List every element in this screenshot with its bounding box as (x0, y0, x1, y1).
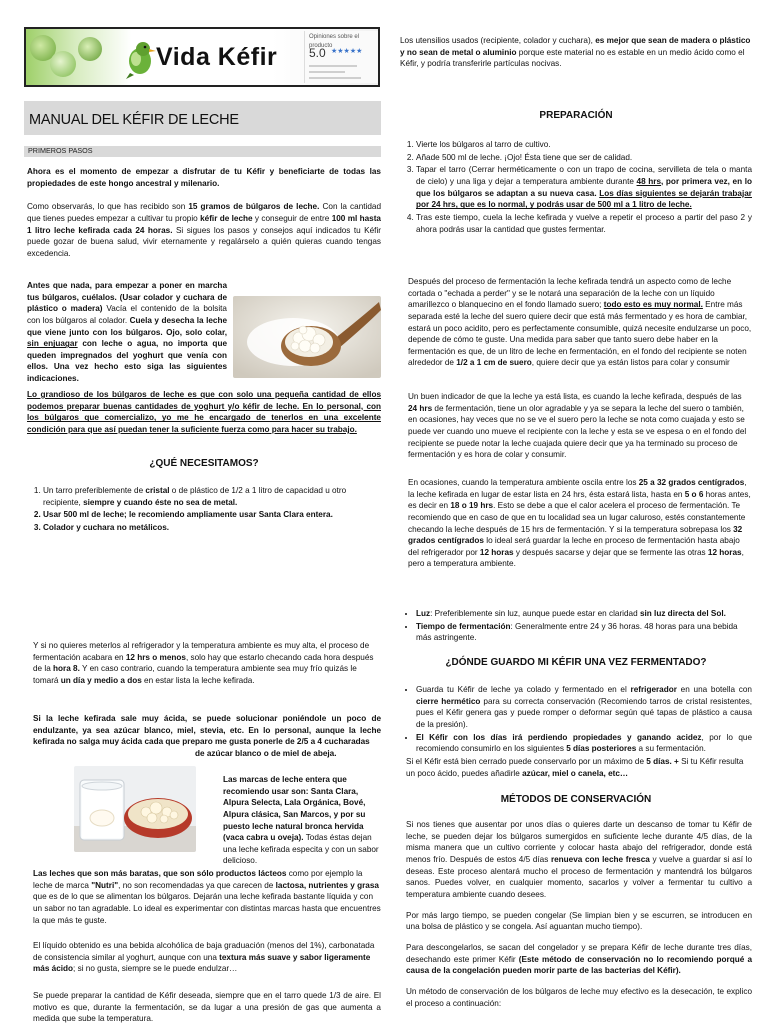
storage-section (400, 656, 752, 779)
need-list (27, 485, 381, 534)
grandioso-paragraph (27, 389, 381, 436)
preparation-steps (400, 139, 752, 235)
need-heading: ¿QUÉ NECESITAMOS? (149, 458, 259, 469)
rating-widget (304, 31, 379, 83)
acidity-text-tail: de azúcar blanco o de miel de abeja. (195, 748, 337, 758)
list-item: 4. Tras este tiempo, cuela la leche kefirada y vuelve a repetir el proceso a partir del paso 2 y ahora podrás usar la cantidad que gustes fermentar. (416, 212, 752, 235)
list-item: 3. Tapar el tarro (Cerrar herméticamente o con un trapo de cocina, servilleta de tela o manta de cielo) y una liga y dejar a temperatura ambiente durante 48 hrs, por primera vez, en lo que los búlgaros se adaptan a su nueva casa. Los días siguientes se dejarán trabajar por 24 hrs, que es lo normal, y podrás usar de 500 ml a 1 litro de leche. (416, 164, 752, 211)
storage-note: Si el Kéfir está bien cerrado puede conservarlo por un máximo de 5 días. + Si tu Kéfir resulta un poco ácido, puedes añadirle azúcar, miel o canela, etc… (406, 757, 744, 778)
bird-icon (122, 37, 158, 79)
kefir-grains-spoon-photo (233, 296, 381, 378)
conservation-p3: Para descongelarlos, se sacan del congelador y se prepara Kéfir de leche durante tres días, desechando este primer Kéfir (Este método de conservación no lo recomiendo porqué a causa de la congelación pueden morir parte de las bacterias del Kéfir). (406, 942, 752, 976)
list-item: 2. Usar 500 ml de leche; le recomiendo ampliamente usar Santa Clara entera. (43, 509, 381, 521)
kefir-glass-bowl-photo (74, 766, 196, 852)
title-bar (24, 101, 381, 135)
left-bottom-p4: El líquido obtenido es una bebida alcohólica de baja graduación (menos del 1%), carbonatada de consistencia similar al yoghurt, aunque con una textura más suave y sabor ligeramente más ácido; si no gusta, siempre se le puede endulzar… (33, 941, 375, 974)
list-item: • Guarda tu Kéfir de leche ya colado y fermentado en el refrigerador en una botella con cierre hermético para su correcta conservación (Recomiendo tarros de cristal resistentes, pues el Kéfir genera gas y puede romper o deformar según qué tapas de plástico a causa de la presión). (416, 684, 752, 731)
preparation-heading: PREPARACIÓN (539, 110, 613, 121)
storage-list (400, 684, 752, 755)
kefir-logo-badge (78, 37, 102, 61)
received-paragraph: Como observarás, lo que has recibido son 15 gramos de búlgaros de leche. Con la cantidad que tienes puedes empezar a cultivar tu propio kéfir de leche y conseguir de entre 100 ml hasta 1 litro leche kefirada cada 24 horas. Si sigues los pasos y consejos aquí indicados tu Kéfir puede gozar de buena salud, vivir eternamente y regalárselo a quién quieras cuando tengas excedencia. (27, 202, 382, 258)
conditions-list-block (400, 608, 752, 645)
conservation-heading: MÉTODOS DE CONSERVACIÓN (500, 794, 652, 805)
rating-bar (309, 71, 345, 73)
conservation-p1: Si nos tienes que ausentar por unos días o quieres darte un descanso de tomar tu Kéfir de leche, se pueden dejar los búlgaros sumergidos en suficiente leche durante 4/5 días, de la misma manera que un cultivo corriente y colocar hasta abajo del refrigerador, donde está menos frío. Después de estos 4/5 días renueva con leche fresca y vuelve a guardar si así lo deseas. Este proceso alentará mucho el proceso de fermentación y mantendrá los búlgaros sanos. Puedes volver, en cualquier momento, sacarlos y volver a fermentar tu cultivo a temperatura ambiente cuando desees. (406, 820, 753, 900)
preparation-section (400, 109, 752, 236)
kefir-logo-badge (50, 51, 76, 77)
strain-paragraph: Antes que nada, para empezar a poner en marcha tus búlgaros, cuélalos. (Usar colador y cuchara de plástico o madera) Vacía el contenido de la bolsita con los búlgaros al colador. Cuela y desecha la leche que viene junto con los búlgaros. Ojo, solo colar, sin enjuagar con leche o agua, no importa que queden impregnados del yoghurt que venía con ellos. Una vez hecho esto siga las siguientes indicaciones. (27, 281, 228, 384)
list-item: 1. Vierte los búlgaros al tarro de cultivo. (416, 139, 752, 151)
list-item: • El Kéfir con los días irá perdiendo propiedades y ganando acidez, por lo que recomiendo consumirlo en los siguientes 5 días posteriores a su fermentación. (416, 732, 752, 755)
indicator-paragraph: Un buen indicador de que la leche ya está lista, es cuando la leche kefirada, después de las 24 hrs de fermentación, tiene un olor agradable y ya se separa la leche del suero o también, en ocasiones, hay veces que no se ve el suero pero la leche se nota como cuajada y esto se puede ver cuando uno mueve el recipiente con la leche y esta se ve espesa o en el fondo del recipiente se puede notar la leche cuajada quiere decir que ya ha terminado su proceso de fermentación y es hora de colar y consumir. (408, 392, 747, 460)
rating-caption: Opiniones sobre el producto (309, 34, 360, 49)
grandioso-text: Lo grandioso de los búlgaros de leche es que con solo una pequeña cantidad de ellos podemos preparar buenas cantidades de yoghurt y/o kéfir de leche. En lo personal, con los búlgaros que comercializo, yo me he encargado de tenerlos en una excelente condición para que así puedan tener la suficiente fuerza como para hacer su trabajo. (27, 390, 381, 434)
strain-paragraph-block (27, 280, 381, 385)
left-bottom-p5 (33, 990, 381, 1025)
recommended-brands: Las marcas de leche entera que recomiendo usar son: Santa Clara, Alpura Selecta, Lala Orgánica, Bové, Alpura clásica, San Marcos, y por su puesto leche natural bronca hervida (vaca cabra u oveja). Todas éstas dejan una leche kefirada especita y con un sabor delicioso. (223, 775, 379, 866)
list-item: • Luz: Preferiblemente sin luz, aunque puede estar en claridad sin luz directa del Sol. (416, 608, 752, 620)
temperature-paragraph: En ocasiones, cuando la temperatura ambiente oscila entre los 25 a 32 grados centígrados, la leche kefirada en lugar de estar lista en 24 hrs, ésta estará lista, hasta en 5 o 6 horas antes, es decir en 18 o 19 hrs. Esto se debe a que el calor acelera el proceso de fermentación. Te recomiendo que en caso de que en tu localidad sea un lugar caluroso, estés constantemente checando la leche después de 15 hrs de fermentación. Y si la temperatura sobrepasa los 32 grados centígrados lo ideal será guardar la leche en proceso de fermentación hasta abajo del refrigerador por 12 horas y después sacarse y dejar que se fermente las otras 12 horas, pero a temperatura ambiente. (408, 478, 751, 569)
conditions-list (400, 608, 752, 644)
conservation-section (400, 793, 752, 1009)
storage-heading: ¿DÓNDE GUARDO MI KÉFIR UNA VEZ FERMENTADO? (445, 657, 707, 668)
page-title: MANUAL DEL KÉFIR DE LECHE (29, 112, 239, 128)
left-bottom-p1: Y si no quieres meterlos al refrigerador y la temperatura ambiente es muy alta, el proceso de fermentación acabara en 12 hrs o menos, solo hay que estarlo checando cada hora después de la hora 8. Y en caso contrario, cuando la temperatura ambiente sea muy frío quizás le tomará un día y medio a dos en estar lista la leche kefirada. (33, 641, 374, 685)
rating-stars: ★★★★★ (331, 48, 363, 55)
after-fermentation-paragraph: Después del proceso de fermentación la leche kefirada tendrá un aspecto como de leche cortada o "echada a perder" y se le notará una separación de la leche con un líquido amarillezco o blanquecino en el fondo llamado suero; todo esto es muy normal. Entre más separada esté la leche del suero quiere decir que está más fermentado y es hora de cambiar, estará un poco acidito, pero es perfectamente consumible, quizá necesite endulzarse un poco, depende de cómo te guste. Una medida para saber que tanto suero debe haber en la fermentación es que, de un litro de leche en fermentación, en el fondo del recipiente se noten alrededor de 1/2 a 1 cm de suero, quiere decir que ya están listos para colar y consumir (408, 277, 752, 368)
list-item: 3. Colador y cuchara no metálicos. (43, 522, 381, 534)
subtitle-bar (24, 146, 381, 157)
list-item: • Tiempo de fermentación: Generalmente entre 24 y 36 horas. 48 horas para una bebida más astringente. (416, 621, 752, 644)
acidity-text: Si la leche kefirada sale muy ácida, se puede solucionar poniéndole un poco de endulzante, ya sea azúcar blanco, miel, stevia, etc. En lo personal, aunque la leche kefirada no salga muy ácida cada que preparo me gusta ponerle de 2/5 a 4 cucharadas (33, 714, 381, 747)
list-item: 2. Añade 500 ml de leche. ¡Ojo! Ésta tiene que ser de calidad. (416, 152, 752, 164)
left-bottom-p3: Las leches que son más baratas, que son sólo productos lácteos como por ejemplo la leche de marca "Nutri", no son recomendadas ya que carecen de lactosa, nutrientes y grasa que es de lo que se alimentan los búlgaros. Dejarán una leche kefirada bastante líquida y con un sabor no tan agradable. Lo ideal es experimentar con distintas marcas hasta que encuentres la que más te guste. (33, 869, 381, 925)
rating-bar (309, 65, 357, 67)
air-ratio-text: Se puede preparar la cantidad de Kéfir deseada, siempre que en el tarro quede 1/3 de aire. El motivo es que, durante la fermentación, se da lugar a una presión de gas que aumenta a medida que sube la temperatura. (33, 991, 381, 1024)
utensils-paragraph: Los utensilios usados (recipiente, colador y cuchara), es mejor que sean de madera o plástico y no sean de metal o aluminio porque este material no es estable en un medio ácido como el Kéfir, y podría transferirle partículas nocivas. (400, 36, 751, 69)
need-section (27, 457, 381, 535)
header-banner (24, 27, 380, 87)
rating-bar (309, 77, 361, 79)
left-column-top (27, 166, 381, 259)
brand-name: Vida Kéfir (156, 43, 278, 71)
rating-value: 5.0 (309, 46, 326, 60)
left-bottom-p2 (33, 713, 381, 760)
intro-paragraph: Ahora es el momento de empezar a disfrutar de tu Kéfir y beneficiarte de todas las propiedades de este hongo ancestral y milenario. (27, 167, 381, 188)
section-subtitle: PRIMEROS PASOS (28, 146, 93, 155)
conservation-p4: Un método de conservación de los búlgaros de leche muy efectivo es la desecación, te explico el proceso a continuación: (406, 986, 752, 1008)
list-item: 1. Un tarro preferiblemente de cristal o de plástico de 1/2 a 1 litro de capacidad u otro recipiente, siempre y cuando éste no sea de metal. (43, 485, 381, 508)
conservation-p2: Por más largo tiempo, se pueden congelar (Se limpian bien y se escurren, se introducen en una bolsa de plástico y se congela. Así aguantan mucho tiempo). (406, 910, 752, 932)
